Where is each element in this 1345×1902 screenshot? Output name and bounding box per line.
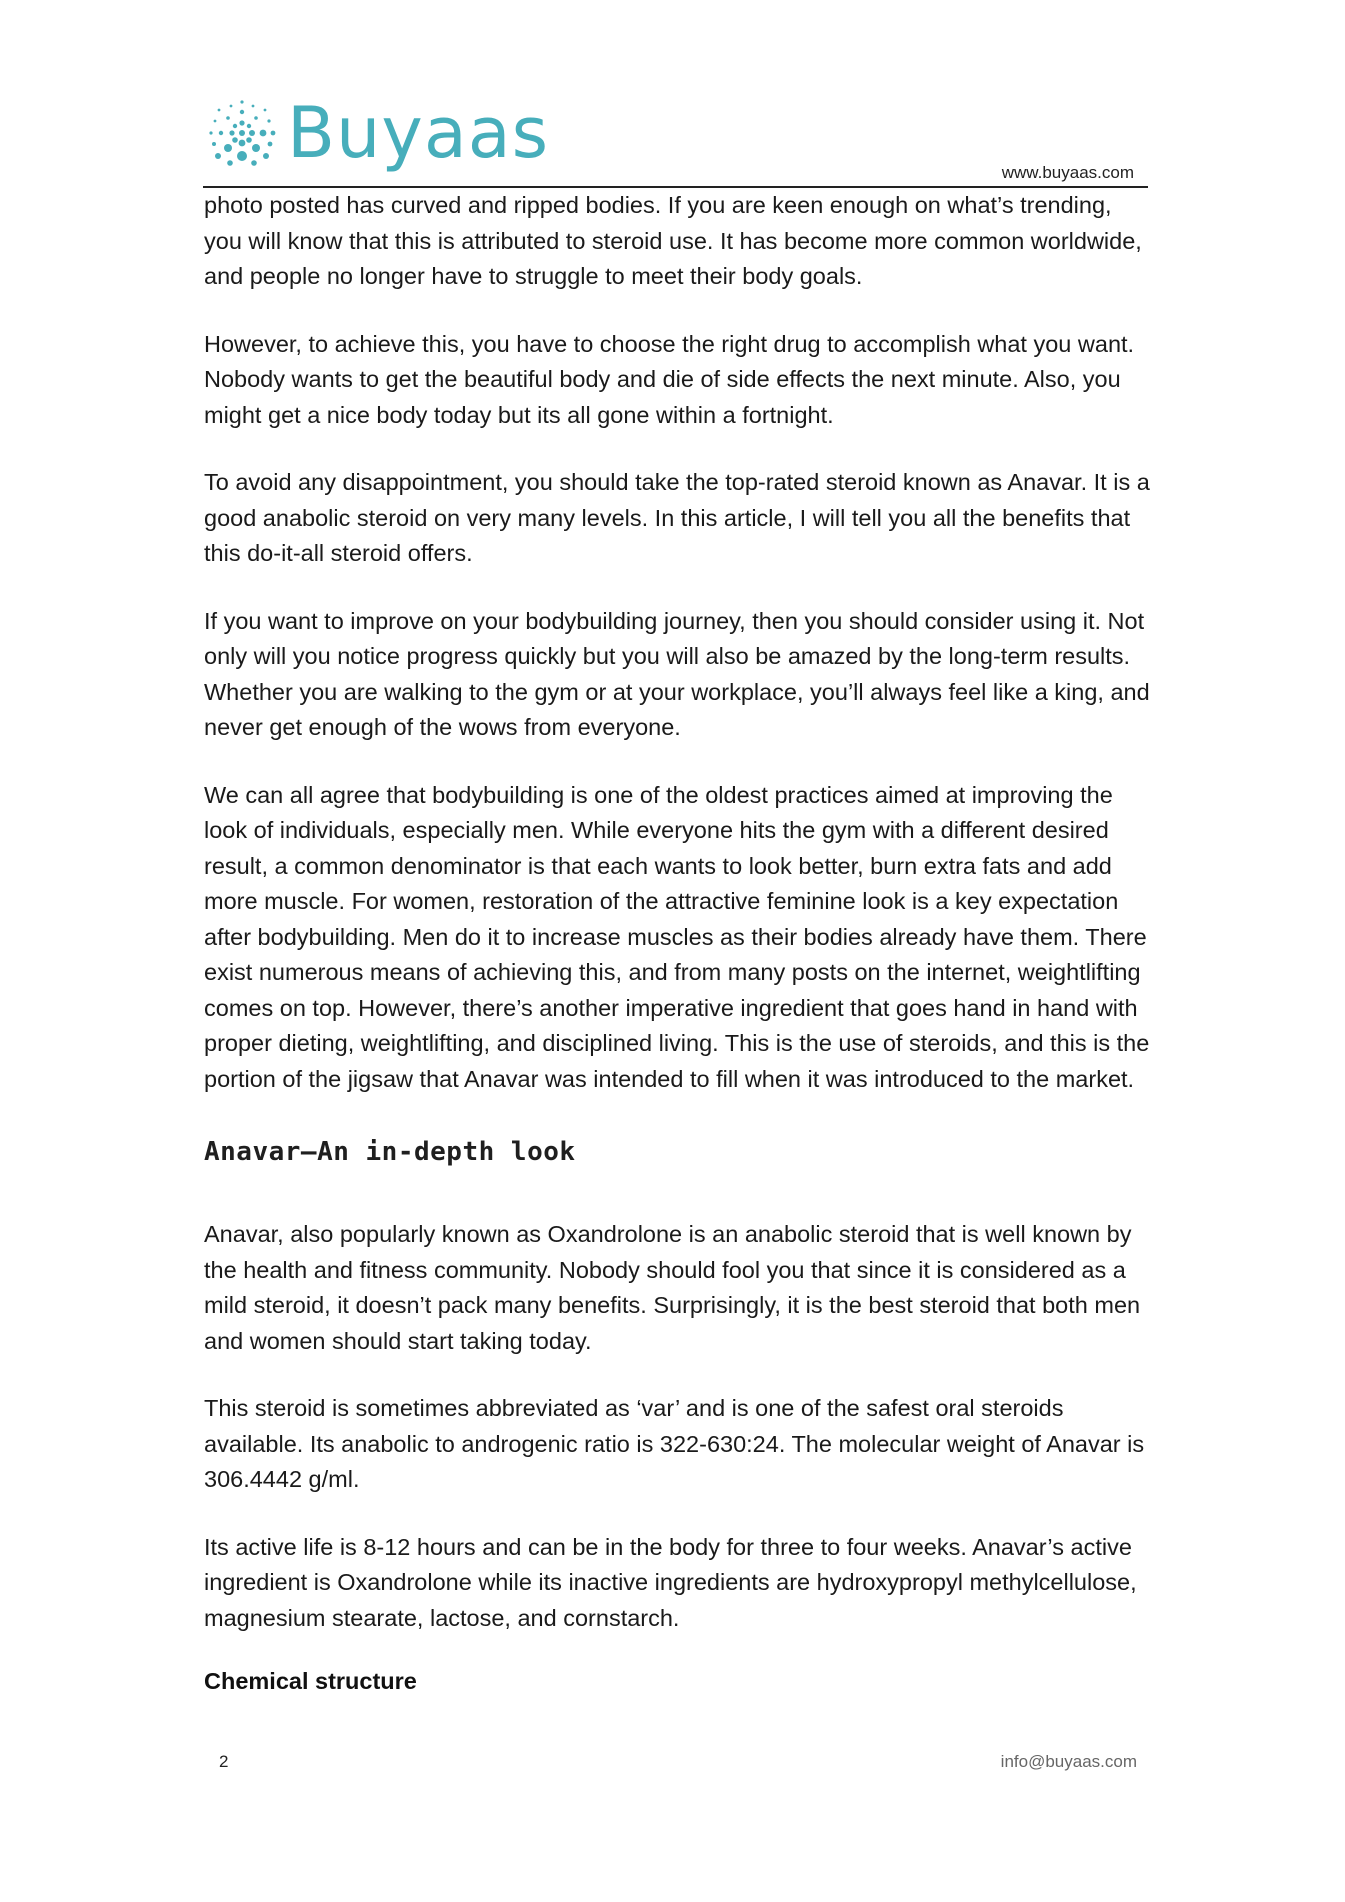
site-url[interactable]: www.buyaas.com (1001, 163, 1134, 182)
section-heading: Anavar—An in-depth look (204, 1137, 576, 1167)
paragraph: photo posted has curved and ripped bodies. If you are keen enough on what’s trending, you will know that this is attributed to steroid use. It has become more common worldwide, and people no longer have to struggle to meet their body goals. (204, 192, 1142, 289)
paragraph: If you want to improve on your bodybuilding journey, then you should consider using it. Not only will you notice progress quickly but you will also be amazed by the long-term results. Whether you are walking to the gym or at your workplace, you’ll always feel like a king, and never get enough of the wows from everyone. (204, 607, 1150, 740)
page-number: 2 (219, 1752, 229, 1771)
paragraph: However, to achieve this, you have to choose the right drug to accomplish what you want. Nobody wants to get the beautiful body and die of side effects the next minute. Also, you might get a nice body today but its all gone within a fortnight. (204, 330, 1135, 428)
paragraph: Its active life is 8-12 hours and can be in the body for three to four weeks. Anavar’s active ingredient is Oxandrolone while its inactive ingredients are hydroxypropyl methylcellulose, magnesium stearate, lactose, and cornstarch. (204, 1533, 1137, 1631)
dots-burst-icon (203, 94, 281, 172)
paragraph: Anavar, also popularly known as Oxandrolone is an anabolic steroid that is well known by the health and fitness community. Nobody should fool you that since it is considered as a mild steroid, it doesn’t pack many benefits. Surprisingly, it is the best steroid that both men and women should start taking today. (204, 1221, 1141, 1354)
paragraph: To avoid any disappointment, you should take the top-rated steroid known as Anavar. It is a good anabolic steroid on very many levels. In this article, I will tell you all the benefits that this do-it-all steroid offers. (204, 469, 1150, 566)
brand-logo[interactable] (203, 94, 549, 172)
paragraph: We can all agree that bodybuilding is one of the oldest practices aimed at improving the look of individuals, especially men. While everyone hits the gym with a different desired result, a common denominator is that each wants to look better, burn extra fats and add more muscle. For women, restoration of the attractive feminine look is a key expectation after bodybuilding. Men do it to increase muscles as their bodies already have them. There exist numerous means of achieving this, and from many posts on the internet, weightlifting comes on top. However, there’s another imperative ingredient that goes hand in hand with proper dieting, weightlifting, and disciplined living. This is the use of steroids, and this is the portion of the jigsaw that Anavar was intended to fill when it was introduced to the market. (204, 781, 1150, 1092)
footer-email[interactable]: info@buyaas.com (1000, 1752, 1137, 1771)
sub-heading: Chemical structure (204, 1668, 417, 1694)
brand-name: Buyaas (287, 92, 550, 174)
document-body (204, 188, 1154, 1695)
page-header (203, 88, 1148, 188)
paragraph: This steroid is sometimes abbreviated as ‘var’ and is one of the safest oral steroids available. Its anabolic to androgenic ratio is 322-630:24. The molecular weight of Anavar is 306.4442 g/ml. (204, 1395, 1145, 1492)
